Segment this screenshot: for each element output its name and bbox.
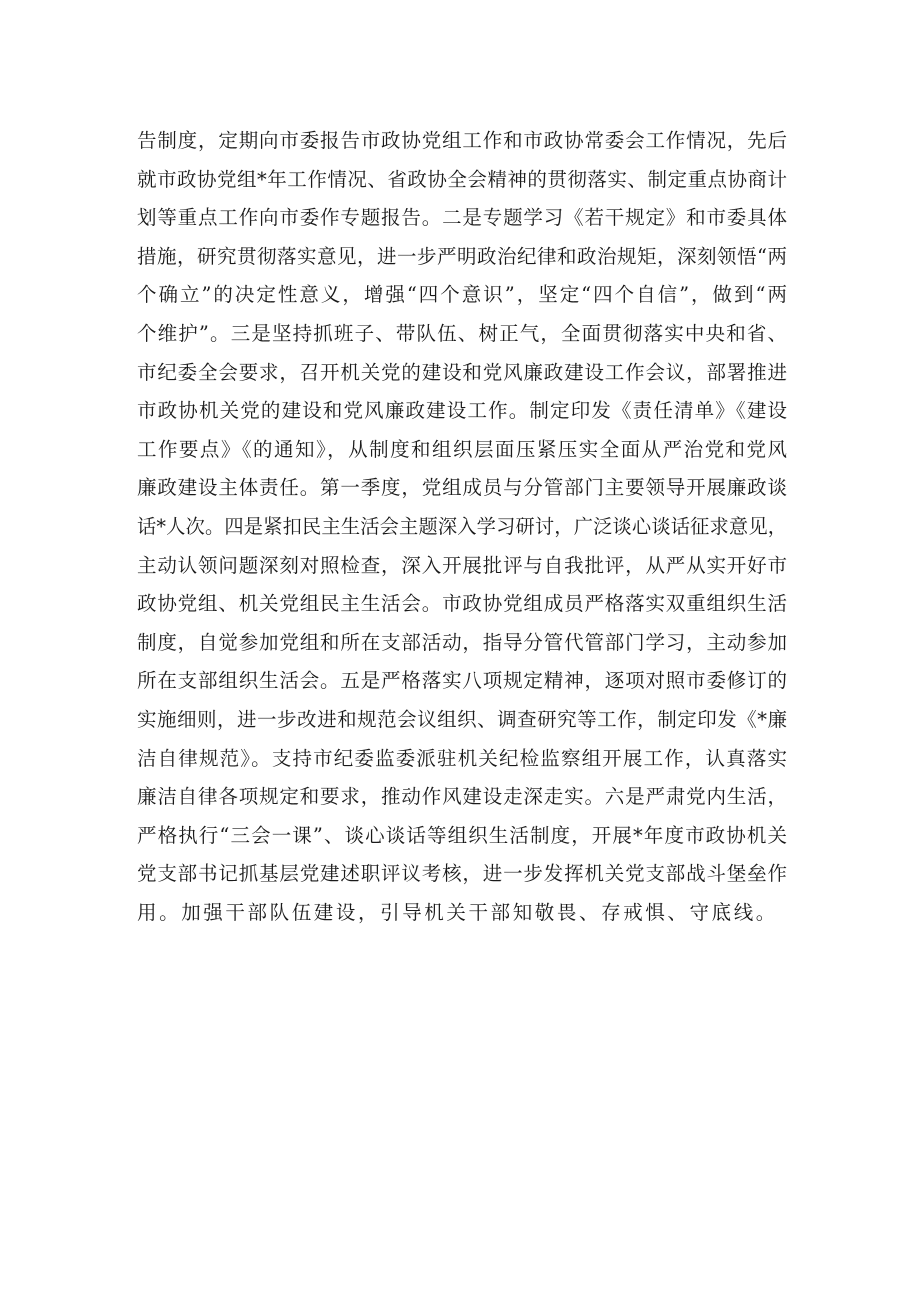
text-line-1: 告制度，定期向市委报告市政协党组工作和市政协常委会工作情况，先后 xyxy=(137,129,787,152)
text-line-12: 主动认领问题深刻对照检查，深入开展批评与自我批评，从严从实开好市 xyxy=(137,553,787,577)
text-line-7: 市纪委全会要求，召开机关党的建设和党风廉政建设工作会议，部署推进 xyxy=(137,360,787,384)
text-line-21: 用。加强干部队伍建设，引导机关干部知敬畏、存戒惧、守底线。 xyxy=(137,900,778,924)
text-line-10: 廉政建设主体责任。第一季度，党组成员与分管部门主要领导开展廉政谈 xyxy=(137,476,787,500)
text-line-18: 廉洁自律各项规定和要求，推动作风建设走深走实。六是严肃党内生活， xyxy=(137,785,787,809)
text-line-19: 严格执行“三会一课”、谈心谈话等组织生活制度，开展*年度市政协机关 xyxy=(137,823,787,847)
text-line-13: 政协党组、机关党组民主生活会。市政协党组成员严格落实双重组织生活 xyxy=(137,592,787,616)
text-line-2: 就市政协党组*年工作情况、省政协全会精神的贯彻落实、制定重点协商计 xyxy=(137,167,787,191)
text-line-11: 话*人次。四是紧扣民主生活会主题深入学习研讨，广泛谈心谈话征求意见， xyxy=(137,514,787,538)
text-line-5: 个确立”的决定性意义，增强“四个意识”，坚定“四个自信”，做到“两 xyxy=(137,283,787,307)
body-paragraph xyxy=(137,122,787,932)
text-line-15: 所在支部组织生活会。五是严格落实八项规定精神，逐项对照市委修订的 xyxy=(137,669,787,693)
text-line-14: 制度，自觉参加党组和所在支部活动，指导分管代管部门学习，主动参加 xyxy=(137,630,787,654)
text-line-9: 工作要点》《的通知》，从制度和组织层面压紧压实全面从严治党和党风 xyxy=(137,437,787,461)
text-line-16: 实施细则，进一步改进和规范会议组织、调查研究等工作，制定印发《*廉 xyxy=(137,707,787,731)
text-line-17: 洁自律规范》。支持市纪委监委派驻机关纪检监察组开展工作，认真落实 xyxy=(137,746,787,770)
text-line-8: 市政协机关党的建设和党风廉政建设工作。制定印发《责任清单》《建设 xyxy=(137,399,787,423)
text-line-3: 划等重点工作向市委作专题报告。二是专题学习《若干规定》和市委具体 xyxy=(137,206,787,230)
text-line-6: 个维护”。三是坚持抓班子、带队伍、树正气，全面贯彻落实中央和省、 xyxy=(137,321,787,345)
text-line-4: 措施，研究贯彻落实意见，进一步严明政治纪律和政治规矩，深刻领悟“两 xyxy=(137,244,787,268)
text-line-20: 党支部书记抓基层党建述职评议考核，进一步发挥机关党支部战斗堡垒作 xyxy=(137,862,787,886)
